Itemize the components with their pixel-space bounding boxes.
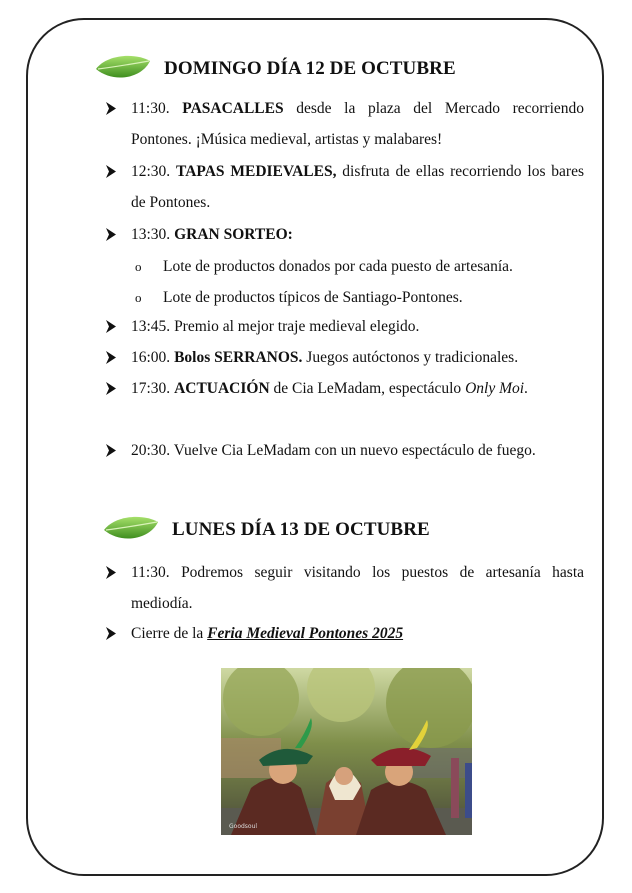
list-item: 16:00. Bolos SERRANOS. Juegos autóctonos y tradicionales.: [104, 342, 584, 373]
arrow-bullet-icon: [104, 342, 118, 373]
sunday-heading: [94, 52, 456, 86]
circle-bullet-icon: o: [135, 259, 142, 274]
arrow-bullet-icon: [104, 156, 118, 187]
list-item: 11:30. Podremos seguir visitando los puestos de artesanía hasta mediodía.: [104, 557, 584, 619]
fair-name-link: Feria Medieval Pontones 2025: [207, 625, 404, 642]
leaf-icon: [102, 513, 160, 547]
arrow-bullet-icon: [104, 435, 118, 466]
list-item: 13:45. Premio al mejor traje medieval elegido.: [104, 311, 584, 342]
list-item: 12:30. TAPAS MEDIEVALES, disfruta de ellas recorriendo los bares de Pontones.: [104, 156, 584, 218]
monday-title: LUNES DÍA 13 DE OCTUBRE: [172, 519, 430, 540]
list-item: 11:30. PASACALLES desde la plaza del Mercado recorriendo Pontones. ¡Música medieval, artistas y malabares!: [104, 93, 584, 155]
sunday-title: DOMINGO DÍA 12 DE OCTUBRE: [164, 58, 456, 79]
arrow-bullet-icon: [104, 311, 118, 342]
medieval-fair-photo: [221, 668, 472, 835]
monday-heading: [102, 513, 430, 547]
list-item: Cierre de la Feria Medieval Pontones 2025: [104, 618, 584, 649]
leaf-icon: [94, 52, 152, 86]
list-item: 20:30. Vuelve Cia LeMadam con un nuevo espectáculo de fuego.: [104, 435, 584, 466]
photo-watermark: Goodsoul: [229, 823, 258, 830]
arrow-bullet-icon: [104, 219, 118, 250]
arrow-bullet-icon: [104, 557, 118, 588]
sub-list-item: o Lote de productos típicos de Santiago-Pontones.: [135, 282, 463, 313]
list-item: 17:30. ACTUACIÓN de Cia LeMadam, espectáculo Only Moi.: [104, 373, 584, 404]
arrow-bullet-icon: [104, 373, 118, 404]
circle-bullet-icon: o: [135, 290, 142, 305]
sub-list-item: o Lote de productos donados por cada puesto de artesanía.: [135, 251, 513, 282]
list-item: 13:30. GRAN SORTEO:: [104, 219, 584, 250]
arrow-bullet-icon: [104, 93, 118, 124]
arrow-bullet-icon: [104, 618, 118, 649]
